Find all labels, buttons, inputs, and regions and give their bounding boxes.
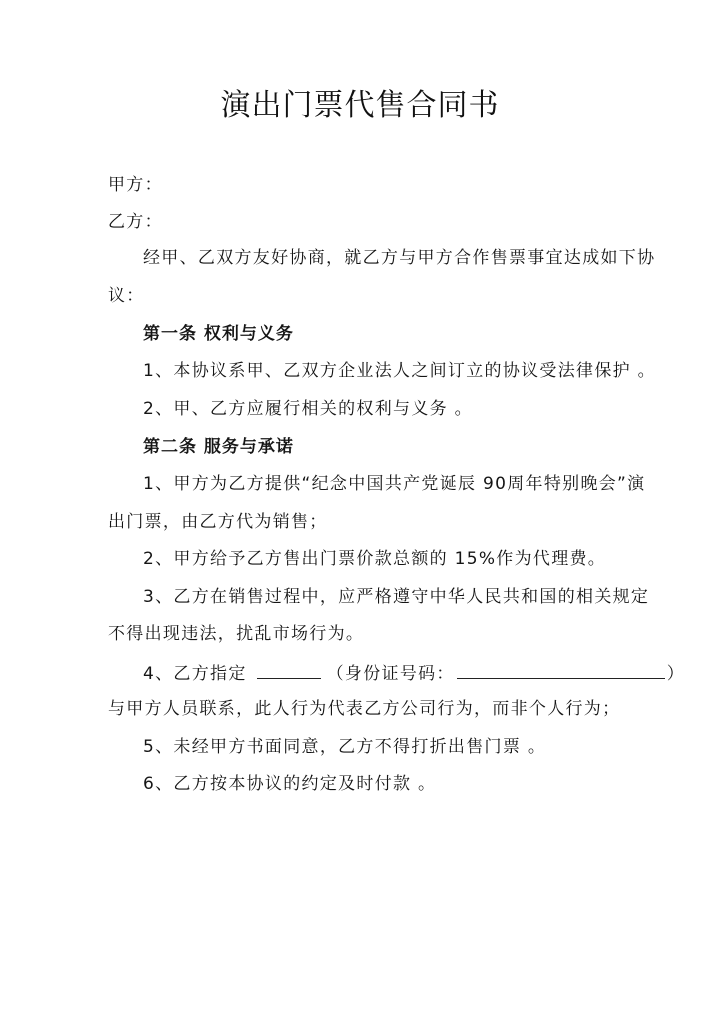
preamble-line-2: 议： (108, 286, 145, 306)
id-number-blank[interactable] (457, 660, 665, 679)
designee-name-blank[interactable] (257, 660, 321, 679)
party-b-label: 乙方： (108, 212, 163, 232)
section-2-clause-4-line-1 (143, 660, 685, 686)
section-2-clause-4-line-2: 与甲方人员联系，此人行为代表乙方公司行为，而非个人行为； (108, 699, 621, 719)
section-2-clause-6: 6、乙方按本协议的约定及时付款 。 (143, 774, 437, 794)
clause-4-prefix: 4、乙方指定 (143, 664, 247, 684)
party-a-label: 甲方： (108, 175, 163, 195)
section-1-clause-1: 1、本协议系甲、乙双方企业法人之间订立的协议受法律保护 。 (143, 361, 656, 381)
section-2-clause-2: 2、甲方给予乙方售出门票价款总额的 15%作为代理费。 (143, 549, 607, 569)
section-2-clause-1-line-1: 1、甲方为乙方提供“纪念中国共产党诞辰 90周年特别晚会”演 (143, 474, 646, 494)
section-2-clause-3-line-2: 不得出现违法，扰乱市场行为。 (108, 624, 365, 644)
section-1-heading: 第一条 权利与义务 (143, 324, 294, 344)
section-2-clause-1-line-2: 出门票，由乙方代为销售； (108, 512, 328, 532)
section-1-clause-2: 2、甲、乙方应履行相关的权利与义务 。 (143, 399, 473, 419)
preamble-line-1: 经甲、乙双方友好协商，就乙方与甲方合作售票事宜达成如下协 (143, 248, 656, 268)
section-2-clause-3-line-1: 3、乙方在销售过程中，应严格遵守中华人民共和国的相关规定 (143, 587, 650, 607)
clause-4-id-label: （身份证号码： (326, 664, 455, 684)
clause-4-suffix: ） (666, 664, 686, 684)
section-2-heading: 第二条 服务与承诺 (143, 437, 294, 457)
section-2-clause-5: 5、未经甲方书面同意，乙方不得打折出售门票 。 (143, 737, 547, 757)
document-title: 演出门票代售合同书 (220, 88, 500, 123)
